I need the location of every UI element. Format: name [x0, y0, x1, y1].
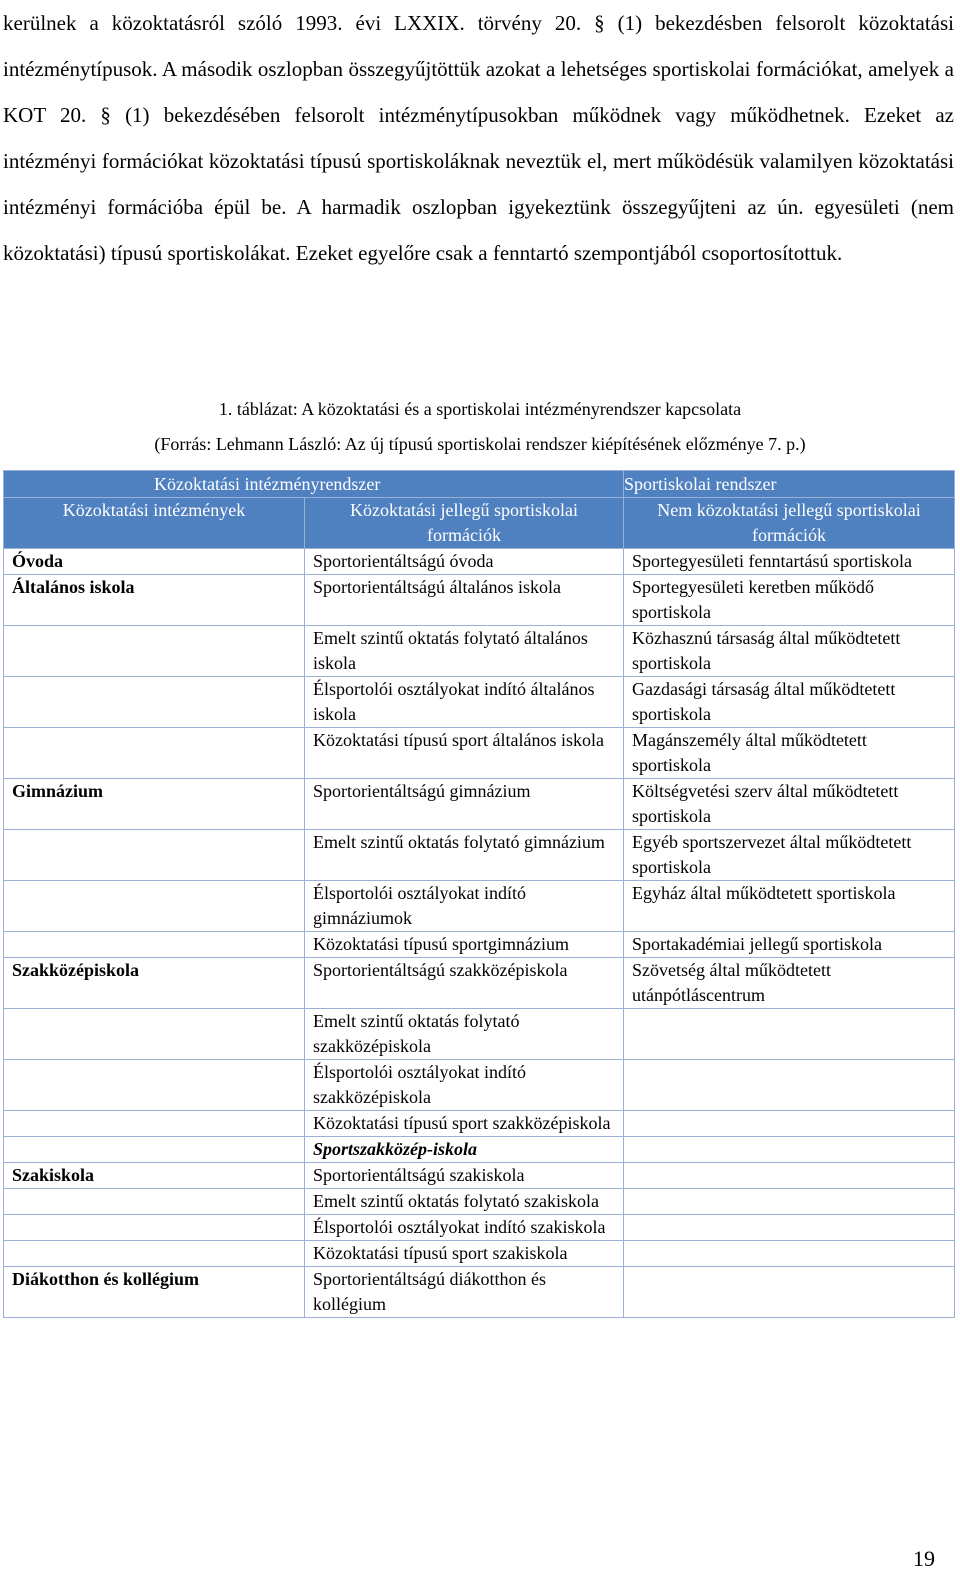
header-nonpublic-sports-formations: Nem közoktatási jellegű sportiskolai formációk — [624, 498, 955, 549]
table-row — [4, 881, 955, 932]
cell-institution: Óvoda — [4, 549, 305, 575]
cell-public-formation: Sportszakközép-iskola — [305, 1137, 624, 1163]
cell-public-formation: Élsportolói osztályokat indító általános iskola — [305, 677, 624, 728]
cell-institution — [4, 932, 305, 958]
cell-public-formation: Sportorientáltságú óvoda — [305, 549, 624, 575]
cell-public-formation: Sportorientáltságú általános iskola — [305, 575, 624, 626]
table-row — [4, 1189, 955, 1215]
cell-public-formation: Emelt szintű oktatás folytató szakközépiskola — [305, 1009, 624, 1060]
table-caption: 1. táblázat: A közoktatási és a sportiskolai intézményrendszer kapcsolata — [218, 399, 742, 419]
cell-nonpublic-formation: Sportegyesületi keretben működő sportiskola — [624, 575, 955, 626]
cell-public-formation: Sportorientáltságú szakiskola — [305, 1163, 624, 1189]
table-source: (Forrás: Lehmann László: Az új típusú sportiskolai rendszer kiépítésének előzménye 7. p.) — [154, 434, 806, 454]
cell-public-formation: Közoktatási típusú sport általános iskola — [305, 728, 624, 779]
cell-institution — [4, 728, 305, 779]
cell-institution — [4, 626, 305, 677]
cell-nonpublic-formation: Sportakadémiai jellegű sportiskola — [624, 932, 955, 958]
cell-institution: Diákotthon és kollégium — [4, 1267, 305, 1318]
cell-institution — [4, 1137, 305, 1163]
cell-nonpublic-formation — [624, 1009, 955, 1060]
cell-public-formation: Élsportolói osztályokat indító szakközépiskola — [305, 1060, 624, 1111]
cell-nonpublic-formation — [624, 1267, 955, 1318]
table-row — [4, 549, 955, 575]
table-row — [4, 728, 955, 779]
cell-institution: Szakközépiskola — [4, 958, 305, 1009]
cell-public-formation: Élsportolói osztályokat indító gimnáziumok — [305, 881, 624, 932]
cell-public-formation: Sportorientáltságú gimnázium — [305, 779, 624, 830]
cell-institution — [4, 881, 305, 932]
cell-nonpublic-formation: Közhasznú társaság által működtetett sportiskola — [624, 626, 955, 677]
cell-institution — [4, 1009, 305, 1060]
cell-nonpublic-formation: Szövetség által működtetett utánpótláscentrum — [624, 958, 955, 1009]
table-row — [4, 932, 955, 958]
header-public-sports-formations: Közoktatási jellegű sportiskolai formációk — [305, 498, 624, 549]
page-number: 19 — [913, 1546, 935, 1571]
institution-table — [3, 470, 955, 1318]
table-row — [4, 1060, 955, 1111]
cell-institution — [4, 1189, 305, 1215]
table-row — [4, 677, 955, 728]
table-row — [4, 626, 955, 677]
cell-public-formation: Közoktatási típusú sport szakiskola — [305, 1241, 624, 1267]
table-row — [4, 575, 955, 626]
cell-nonpublic-formation: Sportegyesületi fenntartású sportiskola — [624, 549, 955, 575]
cell-institution — [4, 1060, 305, 1111]
table-body — [4, 549, 955, 1318]
cell-nonpublic-formation: Egyház által működtetett sportiskola — [624, 881, 955, 932]
cell-nonpublic-formation — [624, 1215, 955, 1241]
cell-nonpublic-formation: Magánszemély által működtetett sportiskola — [624, 728, 955, 779]
cell-institution — [4, 1215, 305, 1241]
table-row — [4, 1215, 955, 1241]
cell-nonpublic-formation — [624, 1241, 955, 1267]
cell-nonpublic-formation — [624, 1137, 955, 1163]
cell-institution — [4, 1111, 305, 1137]
cell-nonpublic-formation — [624, 1111, 955, 1137]
table-row — [4, 1137, 955, 1163]
table-row — [4, 1267, 955, 1318]
cell-public-formation: Emelt szintű oktatás folytató általános iskola — [305, 626, 624, 677]
cell-nonpublic-formation: Költségvetési szerv által működtetett sportiskola — [624, 779, 955, 830]
cell-nonpublic-formation: Gazdasági társaság által működtetett sportiskola — [624, 677, 955, 728]
cell-institution: Általános iskola — [4, 575, 305, 626]
table-row — [4, 958, 955, 1009]
table-row — [4, 779, 955, 830]
cell-nonpublic-formation: Egyéb sportszervezet által működtetett sportiskola — [624, 830, 955, 881]
cell-public-formation: Közoktatási típusú sport szakközépiskola — [305, 1111, 624, 1137]
header-institutions: Közoktatási intézmények — [4, 498, 305, 549]
cell-institution: Szakiskola — [4, 1163, 305, 1189]
header-sports-school-system: Sportiskolai rendszer — [624, 471, 955, 498]
cell-public-formation: Sportorientáltságú diákotthon és kollégium — [305, 1267, 624, 1318]
table-row — [4, 830, 955, 881]
cell-institution — [4, 677, 305, 728]
table-row — [4, 1241, 955, 1267]
table-header-row-2 — [4, 498, 955, 549]
table-row — [4, 1009, 955, 1060]
cell-institution — [4, 1241, 305, 1267]
cell-nonpublic-formation — [624, 1163, 955, 1189]
cell-nonpublic-formation — [624, 1189, 955, 1215]
body-paragraph: kerülnek a közoktatásról szóló 1993. évi LXXIX. törvény 20. § (1) bekezdésben felsorolt közoktatási intézménytípusok. A második oszlopban összegyűjtöttük azokat a lehetséges sportiskolai formációkat, amelyek a KOT 20. § (1) bekezdésében felsorolt intézménytípusokban működnek vagy működhetnek. Ezeket az intézményi formációkat közoktatási típusú sportiskoláknak neveztük el, mert működésük valamilyen közoktatási intézményi formációba épül be. A harmadik oszlopban igyekeztünk összegyűjteni az ún. egyesületi (nem közoktatási) típusú sportiskolákat. Ezeket egyelőre csak a fenntartó szempontjából csoportosítottuk. — [3, 11, 954, 265]
table-row — [4, 1163, 955, 1189]
cell-institution — [4, 830, 305, 881]
table-header-row-1 — [4, 471, 955, 498]
cell-institution: Gimnázium — [4, 779, 305, 830]
cell-public-formation: Sportorientáltságú szakközépiskola — [305, 958, 624, 1009]
cell-public-formation: Emelt szintű oktatás folytató szakiskola — [305, 1189, 624, 1215]
cell-public-formation: Élsportolói osztályokat indító szakiskola — [305, 1215, 624, 1241]
cell-nonpublic-formation — [624, 1060, 955, 1111]
table-row — [4, 1111, 955, 1137]
cell-public-formation: Közoktatási típusú sportgimnázium — [305, 932, 624, 958]
cell-public-formation: Emelt szintű oktatás folytató gimnázium — [305, 830, 624, 881]
header-public-education-system: Közoktatási intézményrendszer — [4, 471, 624, 498]
